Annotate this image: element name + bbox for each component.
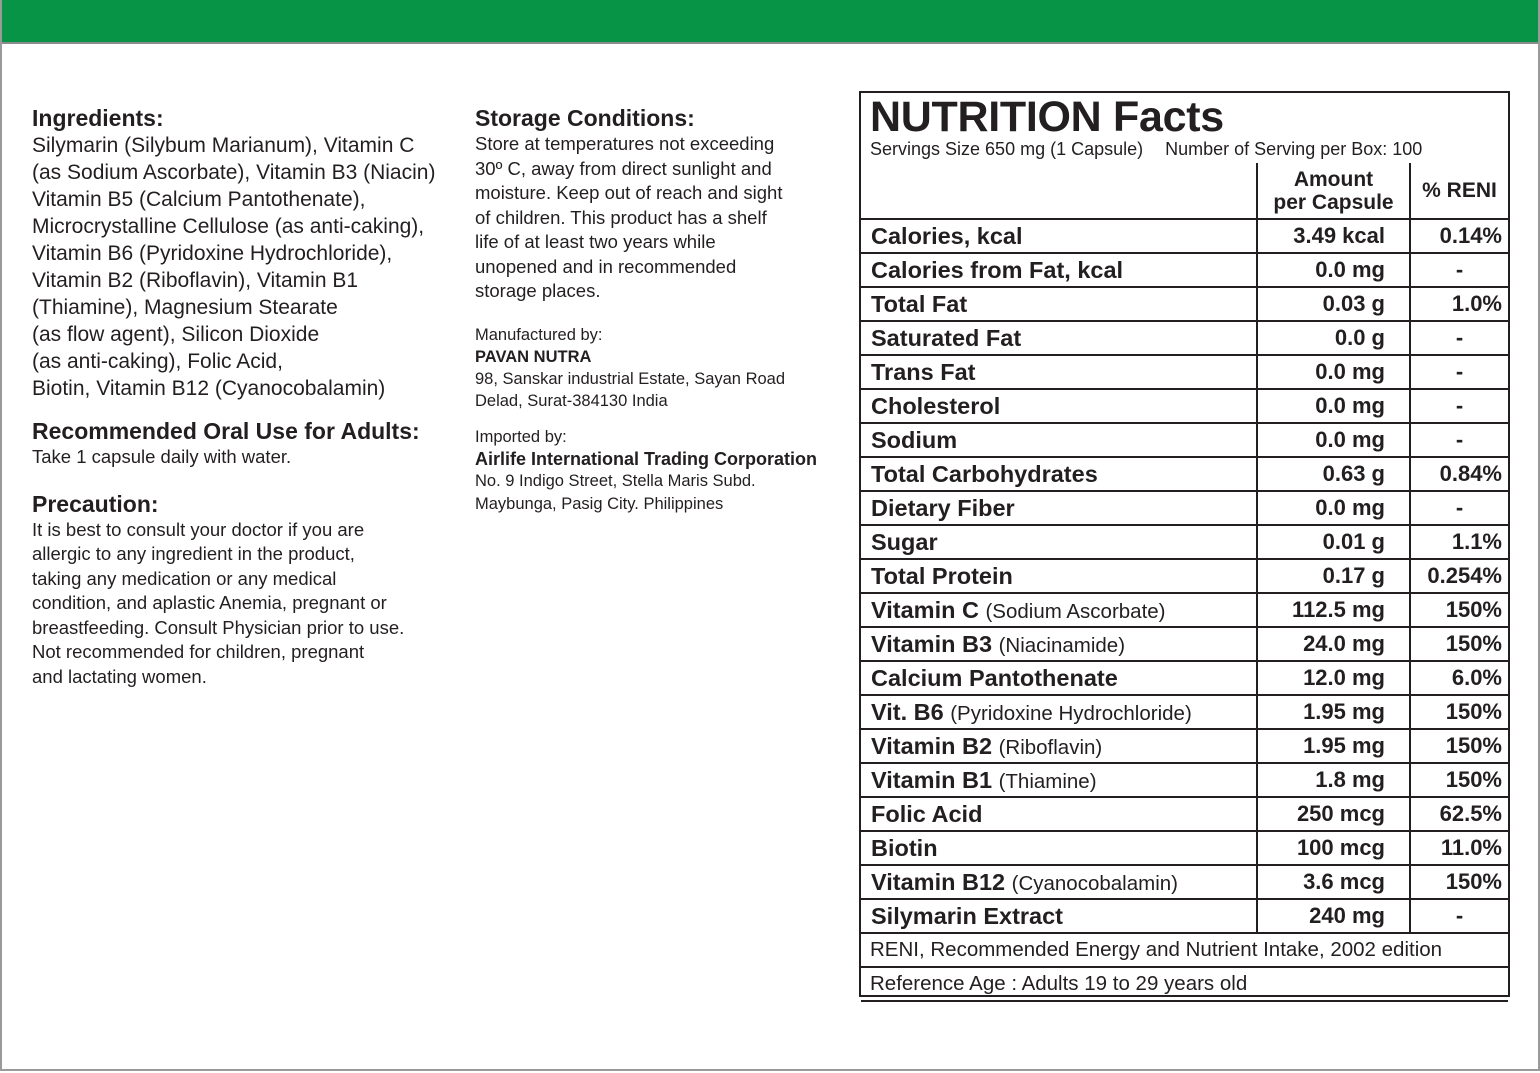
nutrient-reni: 150% — [1410, 729, 1508, 763]
importer-label: Imported by: — [475, 427, 567, 446]
nutrient-amount: 0.03 g — [1257, 287, 1410, 321]
ingredients-line: Vitamin B6 (Pyridoxine Hydrochloride), — [32, 242, 393, 265]
ingredients-line: (as Sodium Ascorbate), Vitamin B3 (Niacin) — [32, 161, 436, 184]
nutrient-row — [861, 559, 1508, 593]
precaution-line: It is best to consult your doctor if you are — [32, 518, 365, 540]
nutrient-row — [861, 491, 1508, 525]
nutrient-name — [861, 457, 1257, 491]
nutrient-name-text: Vit. B6 — [871, 698, 944, 725]
nutrient-row — [861, 865, 1508, 899]
nutrient-name — [861, 729, 1257, 763]
nutrient-name — [861, 525, 1257, 559]
nutrient-name — [861, 627, 1257, 661]
reni-footnote: RENI, Recommended Energy and Nutrient Intake, 2002 edition — [861, 933, 1508, 967]
ingredients-line: Biotin, Vitamin B12 (Cyanocobalamin) — [32, 377, 386, 400]
precaution-text — [32, 518, 462, 690]
nutrient-reni: - — [1410, 491, 1508, 525]
nutrient-amount: 100 mcg — [1257, 831, 1410, 865]
nutrient-name — [861, 491, 1257, 525]
precaution-line: breastfeeding. Consult Physician prior to use. — [32, 616, 405, 638]
nutrient-reni: 6.0% — [1410, 661, 1508, 695]
nutrient-name-text: Trans Fat — [871, 358, 976, 385]
nutrient-name-text: Dietary Fiber — [871, 494, 1015, 521]
nutrient-name-text: Calcium Pantothenate — [871, 664, 1118, 691]
storage-line: unopened and in recommended — [475, 255, 737, 277]
nutrient-name-text: Sugar — [871, 528, 938, 555]
nutrient-reni: - — [1410, 321, 1508, 355]
nutrient-name — [861, 831, 1257, 865]
nutrient-name-text: Vitamin B3 — [871, 630, 993, 657]
nutrient-name-text: Vitamin B12 — [871, 868, 1006, 895]
nutrient-row — [861, 423, 1508, 457]
nutrition-title: NUTRITION Facts — [870, 93, 1224, 141]
nutrient-name — [861, 389, 1257, 423]
servings-per-box: Number of Serving per Box: 100 — [1165, 139, 1423, 159]
precaution-line: condition, and aplastic Anemia, pregnant or — [32, 592, 387, 613]
storage-line: 30º C, away from direct sunlight and — [475, 157, 772, 179]
nutrient-reni: 1.1% — [1410, 525, 1508, 559]
nutrient-row — [861, 253, 1508, 287]
nutrition-table — [861, 163, 1508, 1002]
nutrient-row — [861, 355, 1508, 389]
manufacturer-address: 98, Sanskar industrial Estate, Sayan Road — [475, 370, 786, 389]
table-header-row — [861, 163, 1508, 219]
nutrient-reni: 150% — [1410, 865, 1508, 899]
nutrient-name-text: Saturated Fat — [871, 324, 1022, 351]
nutrient-reni: 0.254% — [1410, 559, 1508, 593]
nutrient-amount: 12.0 mg — [1257, 661, 1410, 695]
ingredients-line: (as flow agent), Silicon Dioxide — [32, 323, 320, 346]
manufacturer-address: Delad, Surat-384130 India — [475, 392, 668, 411]
nutrient-row — [861, 763, 1508, 797]
ingredients-text — [32, 132, 462, 402]
nutrient-amount: 3.49 kcal — [1257, 219, 1410, 253]
nutrient-name-text: Vitamin C — [871, 596, 979, 623]
storage-heading: Storage Conditions: — [475, 105, 695, 131]
importer-address: No. 9 Indigo Street, Stella Maris Subd. — [475, 472, 756, 491]
nutrient-reni: - — [1410, 899, 1508, 933]
nutrient-row — [861, 457, 1508, 491]
nutrient-amount: 112.5 mg — [1257, 593, 1410, 627]
nutrient-name — [861, 763, 1257, 797]
nutrient-amount: 1.95 mg — [1257, 695, 1410, 729]
ingredients-line: Vitamin B5 (Calcium Pantothenate), — [32, 188, 366, 211]
nutrient-name — [861, 695, 1257, 729]
nutrient-amount: 0.63 g — [1257, 457, 1410, 491]
nutrient-source: (Pyridoxine Hydrochloride) — [950, 701, 1192, 725]
precaution-line: Not recommended for children, pregnant — [32, 641, 365, 662]
nutrient-name — [861, 253, 1257, 287]
ingredients-line: Vitamin B2 (Riboflavin), Vitamin B1 — [32, 269, 359, 292]
manufacturer-label: Manufactured by: — [475, 325, 603, 344]
nutrient-name-text: Cholesterol — [871, 392, 1001, 419]
nutrient-reni: 150% — [1410, 593, 1508, 627]
nutrient-row — [861, 831, 1508, 865]
nutrient-reni: - — [1410, 355, 1508, 389]
middle-column — [475, 104, 855, 515]
nutrition-facts-panel — [859, 91, 1510, 997]
nutrient-row — [861, 593, 1508, 627]
nutrient-name — [861, 423, 1257, 457]
nutrient-name-text: Total Protein — [871, 562, 1013, 589]
nutrient-amount: 240 mg — [1257, 899, 1410, 933]
oral-use-text: Take 1 capsule daily with water. — [32, 446, 292, 467]
nutrient-source: (Niacinamide) — [998, 633, 1126, 657]
reference-age-footnote: Reference Age : Adults 19 to 29 years old — [861, 967, 1508, 1001]
manufacturer-name: PAVAN NUTRA — [475, 347, 592, 366]
left-column — [32, 104, 462, 689]
nutrient-amount: 0.0 mg — [1257, 389, 1410, 423]
storage-line: storage places. — [475, 280, 601, 301]
nutrient-amount: 0.0 mg — [1257, 355, 1410, 389]
precaution-heading: Precaution: — [32, 490, 159, 517]
nutrient-name — [861, 321, 1257, 355]
nutrient-row — [861, 899, 1508, 933]
reni-column-header: % RENI — [1410, 163, 1508, 219]
nutrient-amount: 0.0 mg — [1257, 253, 1410, 287]
nutrient-name-text: Calories, kcal — [871, 222, 1023, 249]
ingredients-line: (Thiamine), Magnesium Stearate — [32, 296, 338, 319]
nutrient-reni: 62.5% — [1410, 797, 1508, 831]
nutrient-amount: 3.6 mcg — [1257, 865, 1410, 899]
nutrient-name-text: Biotin — [871, 834, 938, 861]
nutrient-name — [861, 219, 1257, 253]
nutrient-row — [861, 287, 1508, 321]
nutrient-reni: - — [1410, 253, 1508, 287]
nutrient-reni: 0.14% — [1410, 219, 1508, 253]
nutrient-name — [861, 287, 1257, 321]
amount-column-header: Amount per Capsule — [1257, 163, 1410, 219]
nutrient-source: (Cyanocobalamin) — [1011, 871, 1178, 895]
nutrient-row — [861, 729, 1508, 763]
nutrient-source: (Thiamine) — [998, 769, 1097, 793]
nutrient-row — [861, 627, 1508, 661]
nutrient-row — [861, 389, 1508, 423]
serving-info — [870, 138, 1422, 160]
nutrient-name-text: Silymarin Extract — [871, 902, 1064, 929]
nutrient-name — [861, 899, 1257, 933]
nutrient-name-text: Vitamin B1 — [871, 766, 993, 793]
nutrient-reni: 150% — [1410, 627, 1508, 661]
serving-size: Servings Size 650 mg (1 Capsule) — [870, 139, 1144, 159]
nutrient-amount: 24.0 mg — [1257, 627, 1410, 661]
nutrient-name-text: Calories from Fat, kcal — [871, 256, 1124, 283]
nutrient-name — [861, 355, 1257, 389]
nutrient-amount: 0.0 g — [1257, 321, 1410, 355]
nutrient-name — [861, 865, 1257, 899]
ingredients-line: Microcrystalline Cellulose (as anti-caking), — [32, 215, 425, 238]
nutrient-amount: 0.0 mg — [1257, 423, 1410, 457]
nutrient-amount: 1.8 mg — [1257, 763, 1410, 797]
nutrient-reni: 11.0% — [1410, 831, 1508, 865]
nutrient-reni: 150% — [1410, 695, 1508, 729]
importer-name: Airlife International Trading Corporation — [475, 448, 818, 469]
nutrient-reni: 0.84% — [1410, 457, 1508, 491]
nutrient-reni: - — [1410, 423, 1508, 457]
nutrient-name — [861, 559, 1257, 593]
precaution-line: taking any medication or any medical — [32, 567, 337, 589]
nutrient-amount: 0.01 g — [1257, 525, 1410, 559]
nutrient-row — [861, 661, 1508, 695]
footnote-row — [861, 933, 1508, 967]
footnote-row — [861, 967, 1508, 1001]
nutrient-amount: 0.0 mg — [1257, 491, 1410, 525]
nutrient-name — [861, 593, 1257, 627]
nutrient-name-text: Total Fat — [871, 290, 968, 317]
nutrient-name — [861, 797, 1257, 831]
storage-line: moisture. Keep out of reach and sight — [475, 182, 783, 203]
nutrient-reni: - — [1410, 389, 1508, 423]
nutrient-name — [861, 661, 1257, 695]
nutrient-row — [861, 797, 1508, 831]
nutrient-name-text: Sodium — [871, 426, 958, 453]
nutrient-source: (Sodium Ascorbate) — [985, 599, 1166, 623]
ingredients-line: Silymarin (Silybum Marianum), Vitamin C — [32, 134, 415, 157]
storage-line: of children. This product has a shelf — [475, 206, 767, 228]
nutrient-row — [861, 321, 1508, 355]
nutrient-name-text: Folic Acid — [871, 800, 983, 827]
nutrient-amount: 1.95 mg — [1257, 729, 1410, 763]
importer-address: Maybunga, Pasig City. Philippines — [475, 494, 724, 513]
nutrient-source: (Riboflavin) — [998, 735, 1103, 759]
storage-line: Store at temperatures not exceeding — [475, 133, 775, 154]
ingredients-heading: Ingredients: — [32, 105, 164, 131]
nutrient-amount: 0.17 g — [1257, 559, 1410, 593]
nutrient-reni: 1.0% — [1410, 287, 1508, 321]
nutrient-row — [861, 219, 1508, 253]
header-blank-cell — [861, 163, 1257, 219]
precaution-line: and lactating women. — [32, 665, 207, 687]
nutrient-row — [861, 525, 1508, 559]
nutrient-name-text: Vitamin B2 — [871, 732, 993, 759]
nutrient-row — [861, 695, 1508, 729]
oral-use-heading: Recommended Oral Use for Adults: — [32, 418, 420, 444]
ingredients-line: (as anti-caking), Folic Acid, — [32, 350, 283, 373]
nutrient-amount: 250 mcg — [1257, 797, 1410, 831]
precaution-line: allergic to any ingredient in the product, — [32, 543, 355, 564]
nutrient-name-text: Total Carbohydrates — [871, 460, 1098, 487]
storage-line: life of at least two years while — [475, 231, 716, 252]
storage-text — [475, 132, 855, 304]
nutrient-reni: 150% — [1410, 763, 1508, 797]
